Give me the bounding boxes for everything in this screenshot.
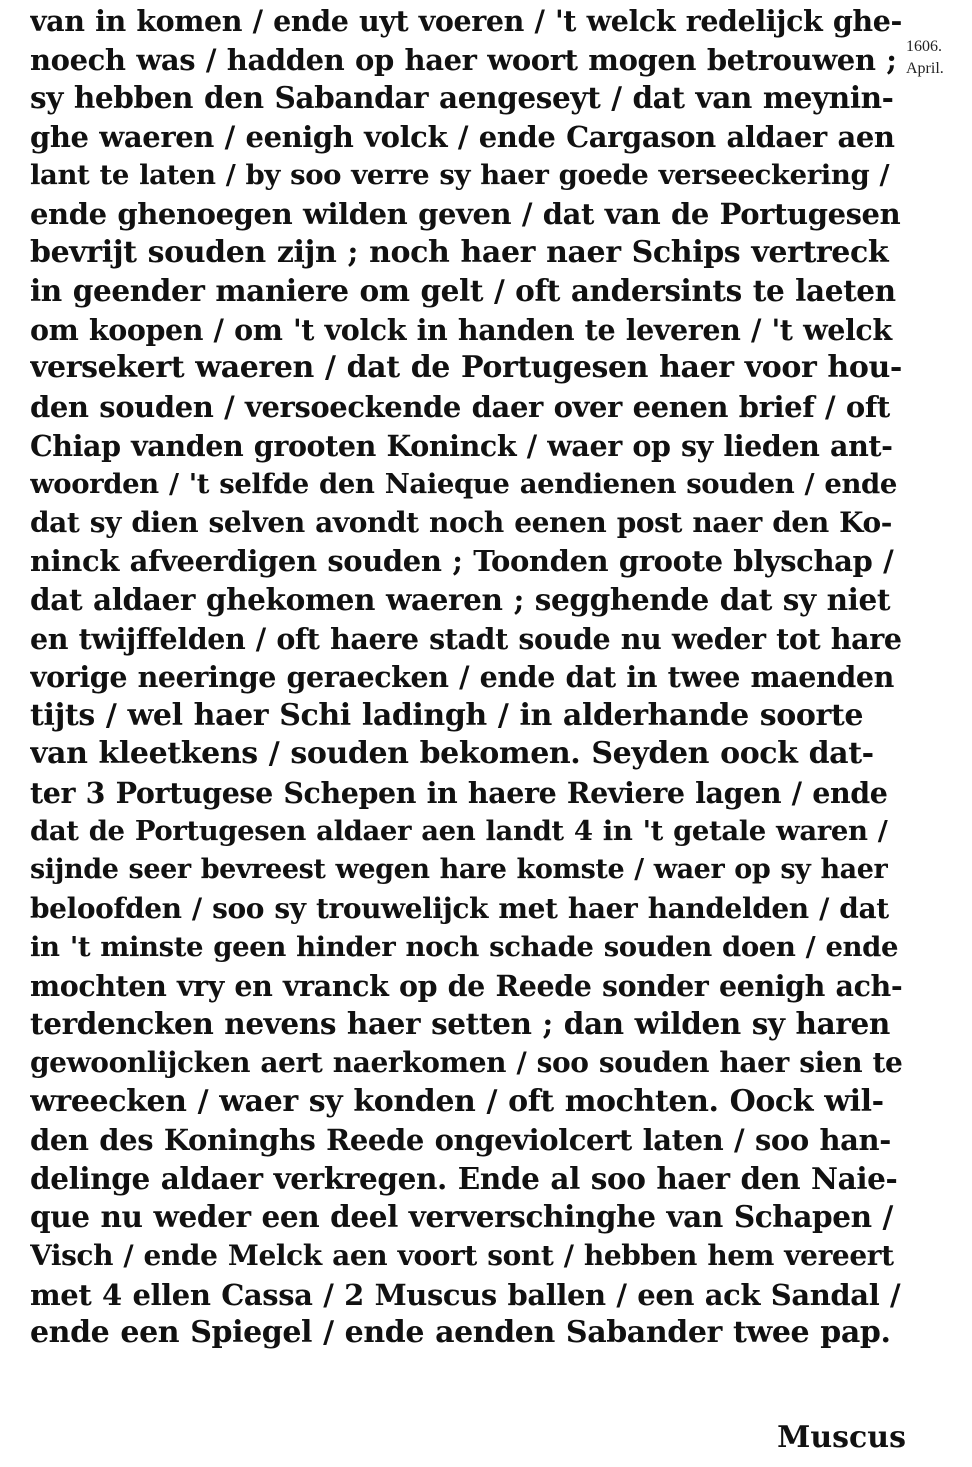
text-line: ghe waeren / eenigh volck / ende Cargason aldaer aen [30, 119, 895, 154]
margin-year: 1606. [906, 38, 942, 55]
text-line: in geender maniere om gelt / oft andersints te laeten [30, 273, 896, 309]
text-line: beloofden / soo sy trouwelijck met haer handelden / dat [30, 891, 889, 925]
text-line: woorden / 't selfde den Naieque aendienen souden / ende [30, 468, 897, 501]
text-column [30, 2, 902, 1353]
text-line: ter 3 Portugese Schepen in haere Reviere lagen / ende [30, 775, 888, 810]
text-line: Visch / ende Melck aen voort sont / hebben hem vereert [30, 1239, 894, 1272]
text-line: sy hebben den Sabandar aengeseyt / dat van meynin- [30, 80, 894, 116]
text-line: van kleetkens / souden bekomen. Seyden oock dat- [30, 736, 874, 772]
text-line: lant te laten / by soo verre sy haer goede verseeckering / [30, 159, 890, 192]
text-line: versekert waeren / dat de Portugesen haer voor hou- [30, 350, 902, 386]
margin-note [906, 36, 966, 80]
text-line: dat de Portugesen aldaer aen landt 4 in 't getale waren / [30, 815, 888, 848]
text-line: ninck afveerdigen souden ; Toonden groote blyschap / [30, 544, 894, 579]
catchword: Muscus [777, 1420, 906, 1455]
text-line: que nu weder een deel ververschinghe van Schapen / [30, 1199, 893, 1235]
margin-month: April. [906, 60, 944, 77]
text-line: mochten vry en vranck op de Reede sonder eenigh ach- [30, 968, 902, 1003]
text-line: Chiap vanden grooten Koninck / waer op sy lieden ant- [30, 428, 893, 463]
text-line: den des Koninghs Reede ongeviolcert laten / soo han- [30, 1123, 891, 1158]
text-line: in 't minste geen hinder noch schade souden doen / ende [30, 931, 899, 964]
text-line: wreecken / waer sy konden / oft mochten. Oock wil- [30, 1083, 884, 1119]
text-line: den souden / versoeckende daer over eenen brief / oft [30, 389, 890, 424]
text-line: ende een Spiegel / ende aenden Sabander twee pap. [30, 1315, 891, 1351]
text-line: dat aldaer ghekomen waeren ; segghende dat sy niet [30, 581, 891, 617]
text-line: om koopen / om 't volck in handen te leveren / 't welck [30, 312, 892, 347]
text-line: bevrijt souden zijn ; noch haer naer Schips vertreck [30, 234, 889, 270]
text-line: ende ghenoegen wilden geven / dat van de Portugesen [30, 196, 901, 231]
text-line: vorige neeringe geraecken / ende dat in twee maenden [30, 660, 894, 695]
text-line: delinge aldaer verkregen. Ende al soo haer den Naie- [30, 1160, 898, 1196]
text-line: terdencken nevens haer setten ; dan wilden sy haren [30, 1006, 890, 1042]
text-line: noech was / hadden op haer woort mogen betrouwen ; [30, 42, 897, 77]
text-line: sijnde seer bevreest wegen hare komste / waer op sy haer [30, 854, 888, 886]
text-line: tijts / wel haer Schi ladingh / in alderhande soorte [30, 697, 864, 733]
text-line: en twijffelden / oft haere stadt soude nu weder tot hare [30, 621, 902, 656]
text-line: van in komen / ende uyt voeren / 't welck redelijck ghe- [30, 4, 902, 38]
text-line: gewoonlijcken aert naerkomen / soo souden haer sien te [30, 1046, 902, 1080]
text-line: dat sy dien selven avondt noch eenen post naer den Ko- [30, 505, 892, 539]
text-line: met 4 ellen Cassa / 2 Muscus ballen / een ack Sandal / [30, 1277, 901, 1312]
